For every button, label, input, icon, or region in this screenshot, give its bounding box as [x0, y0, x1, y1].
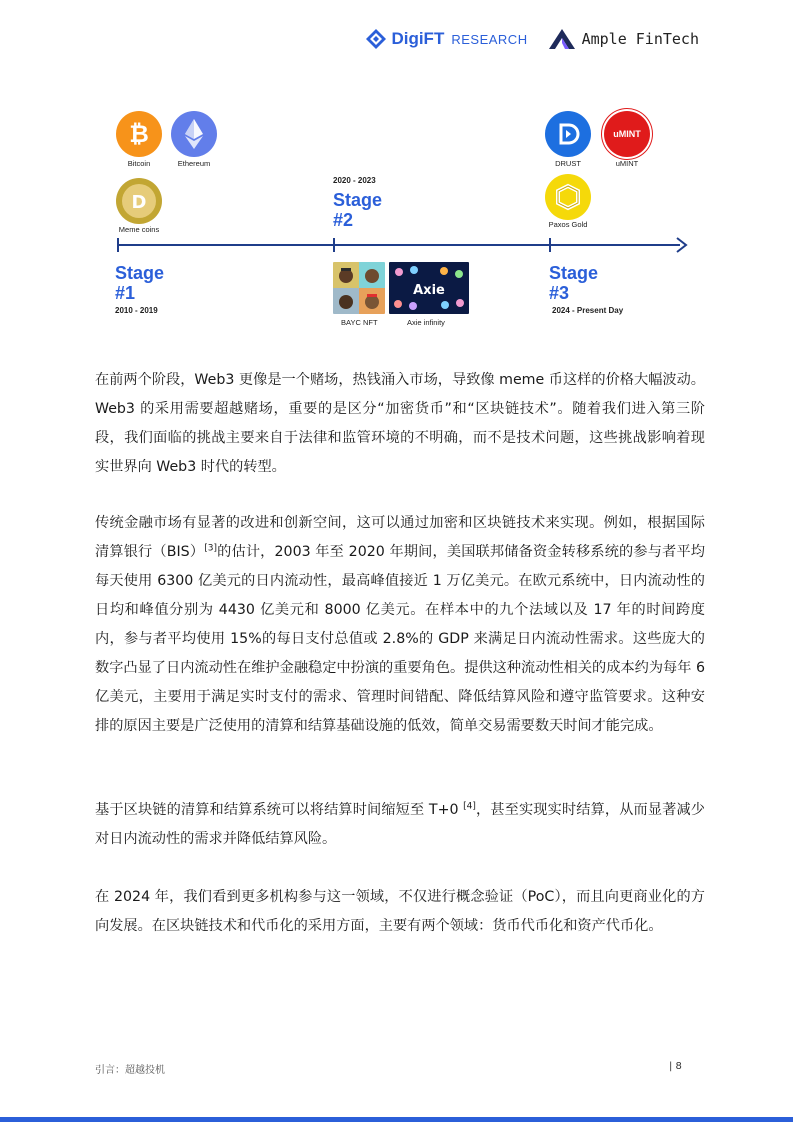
- stage-1-title-line1: Stage: [115, 263, 165, 283]
- stage-3-title: [549, 263, 598, 303]
- body-paragraph-1: [95, 366, 705, 482]
- drust-label: DRUST: [555, 159, 581, 168]
- stage-2-years: 2020 - 2023: [333, 176, 376, 185]
- ethereum-icon: [171, 111, 217, 157]
- paragraph-2-part-b: 的估计，2003 年至 2020 年期间，美国联邦储备资金转移系统的参与者平均每天使用 6300 亿美元的日内流动性，最高峰值接近 1 万亿美元。在欧元系统中，日内流动性的日均和峰值分别为 4430 亿美元和 8000 亿美元。在样本中的九个法域以及 17 年的时间跨度内，参与者平均使用 15%的每日支付总值或 2.8%的 GDP 来满足日内流动性需求。这些庞大的数字凸显了日内流动性在维护金融稳定中扮演的重要角色。提供这种流动性相关的成本约为每年 6 亿美元，主要用于满足实时支付的需求、管理时间错配、降低结算风险和遵守监管要求。这种安排的原因主要是广泛使用的清算和结算基础设施的低效，简单交易需要数天时间才能完成。: [95, 544, 705, 734]
- paragraph-2-part-a: 传统金融市场有显著的改进和创新空间，这可以通过加密和区块链技术来实现。例如，根据国际清算银行（BIS）: [95, 515, 705, 560]
- bayc-nft-label: BAYC NFT: [341, 318, 378, 327]
- bitcoin-icon: [116, 111, 162, 157]
- footer-section-title: 引言：超越投机: [95, 1065, 165, 1076]
- paragraph-4-text: 在 2024 年，我们看到更多机构参与这一领域，不仅进行概念验证（PoC），而且向更商业化的方向发展。在区块链技术和代币化的采用方面，主要有两个领域：货币代币化和资产代币化。: [95, 889, 705, 934]
- axie-infinity-image: [389, 262, 469, 314]
- body-paragraph-4: [95, 883, 705, 941]
- digift-name: DigiFT: [391, 29, 445, 48]
- body-paragraph-2: [95, 509, 705, 741]
- stage-2-tick: [333, 238, 335, 252]
- dogecoin-icon: [116, 178, 162, 224]
- paragraph-3-text: [95, 796, 705, 854]
- paragraph-2-text: [95, 509, 705, 741]
- stage-1-title-line2: #1: [115, 283, 136, 303]
- stage-3-title-line1: Stage: [549, 263, 599, 283]
- axie-infinity-label: Axie infinity: [407, 318, 445, 327]
- axie-logo-text: Axie: [413, 283, 445, 298]
- digift-research: RESEARCH: [451, 31, 528, 47]
- paragraph-3-part-a: 基于区块链的清算和结算系统可以将结算时间缩短至 T+0: [95, 802, 464, 818]
- drust-icon: [545, 111, 591, 157]
- umint-icon: [604, 111, 650, 157]
- meme-coins-label: Meme coins: [118, 225, 160, 234]
- stage-1-title: [115, 263, 164, 303]
- stage-1-tick: [117, 238, 119, 252]
- ample-name: Ample FinTech: [581, 30, 699, 48]
- footer-page-number: | 8: [669, 1061, 682, 1072]
- timeline-axis: [117, 244, 680, 246]
- ethereum-label: Ethereum: [177, 159, 211, 168]
- citation-4[interactable]: [4]: [463, 801, 476, 812]
- bayc-nft-image: [333, 262, 385, 314]
- svg-text:₿: ₿: [129, 120, 149, 148]
- stage-3-tick: [549, 238, 551, 252]
- bitcoin-label: Bitcoin: [127, 159, 151, 168]
- stage-timeline: [0, 0, 793, 340]
- paragraph-1-text: 在前两个阶段，Web3 更像是一个赌场，热钱涌入市场，导致像 meme 币这样的价格大幅波动。Web3 的采用需要超越赌场，重要的是区分“加密货币”和“区块链技术”。随着我们进入第三阶段，我们面临的挑战主要来自于法律和监管环境的不明确，而不是技术问题，这些挑战影响着现实世界向 Web3 时代的转型。: [95, 372, 705, 475]
- body-paragraph-3: [95, 796, 705, 854]
- timeline-arrow-icon: [675, 236, 689, 254]
- paragraph-3-part-b: ，甚至实现实时结算，从而显著减少对日内流动性的需求并降低结算风险。: [95, 802, 705, 847]
- paxos-gold-icon: [545, 174, 591, 220]
- stage-2-title-line2: #2: [333, 210, 354, 230]
- paxos-gold-label: Paxos Gold: [548, 220, 588, 229]
- citation-3[interactable]: [3]: [204, 543, 217, 554]
- umint-label: uMINT: [615, 159, 639, 168]
- umint-badge-text: uMINT: [613, 129, 641, 139]
- stage-2-title-line1: Stage: [333, 190, 383, 210]
- stage-2-title: [333, 190, 382, 230]
- stage-3-title-line2: #3: [549, 283, 570, 303]
- stage-1-years: 2010 - 2019: [115, 306, 158, 315]
- stage-3-years: 2024 - Present Day: [552, 306, 624, 315]
- bottom-accent-bar: [0, 1117, 793, 1122]
- svg-text:D: D: [131, 192, 147, 212]
